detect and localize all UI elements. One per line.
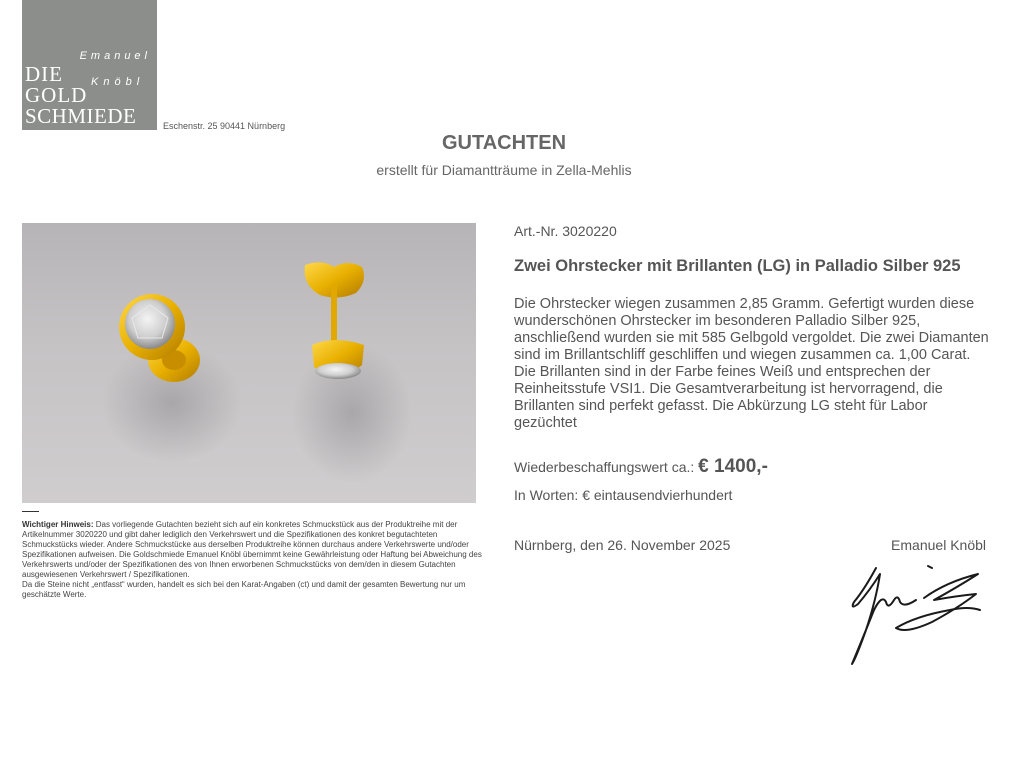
notice-text: Das vorliegende Gutachten bezieht sich auf ein konkretes Schmuckstück aus der Produktreihe mit der Artikelnummer 3020220 und gibt daher lediglich den Verkehrswert und die Spezifikationen des konkret begutachteten Schmuckstücks wieder. Andere Schmuckstücke aus derselben Produktreihe können durchaus andere Verkehrswerte und/oder Spezifikationen aufweisen. Die Goldschmiede Emanuel Knöbl übernimmt keine Gewährleistung oder Haftung bei Abweichung des Verkehrswerts und/oder der Spezifikationen des von Ihnen erworbenen Schmuckstücks von dem/den in diesem Gutachten ausgewiesenen Verkehrswert / Spezifikationen. [22, 520, 482, 579]
handwritten-signature [846, 560, 986, 668]
logo-line-schmiede: SCHMIEDE [25, 104, 137, 128]
notice-heading: Wichtiger Hinweis: [22, 520, 94, 529]
signer-name: Emanuel Knöbl [891, 537, 986, 553]
replacement-value-price: € 1400,- [698, 456, 768, 477]
notice-divider [22, 511, 39, 512]
product-title: Zwei Ohrstecker mit Brillanten (LG) in Palladio Silber 925 [514, 257, 961, 275]
document-title: GUTACHTEN [441, 132, 567, 154]
logo-first-name: Emanuel [79, 50, 151, 62]
company-address: Eschenstr. 25 90441 Nürnberg [163, 121, 286, 131]
logo-line-gold: GOLD [25, 83, 88, 107]
place-and-date: Nürnberg, den 26. November 2025 [514, 537, 731, 553]
logo-line-die: DIE [25, 62, 63, 86]
logo-last-name: Knöbl [91, 76, 145, 88]
product-description: Die Ohrstecker wiegen zusammen 2,85 Gramm. Gefertigt wurden diese wunderschönen Ohrstecker im besonderen Palladio Silber 925, anschließend wurden sie mit 585 Gelbgold vergoldet. Die zwei Diamanten sind im Brillantschliff geschliffen und wiegen zusammen ca. 1,00 Carat. Die Brillanten sind in der Farbe feines Weiß und entsprechen der Reinheitsstufe VSI1. Die Gesamtverarbeitung ist hervorragend, die Brillanten sind perfekt gefasst. Die Abkürzung LG steht für Labor gezüchtet [514, 296, 989, 431]
earrings-photo [22, 223, 476, 503]
important-notice [22, 520, 487, 600]
notice-text-2: Da die Steine nicht „entfasst“ wurden, handelt es sich bei den Karat-Angaben (ct) und damit der gesamten Bewertung nur um geschätzte Werte. [22, 580, 466, 599]
goldsmith-logo [22, 0, 157, 130]
replacement-value-label: Wiederbeschaffungswert ca.: [514, 459, 695, 475]
earrings-illustration [22, 223, 476, 503]
article-number: Art.-Nr. 3020220 [514, 223, 617, 239]
value-in-words: In Worten: € eintausendvierhundert [514, 487, 733, 503]
document-subtitle: erstellt für Diamantträume in Zella-Mehlis [376, 162, 632, 178]
replacement-value [514, 456, 768, 478]
